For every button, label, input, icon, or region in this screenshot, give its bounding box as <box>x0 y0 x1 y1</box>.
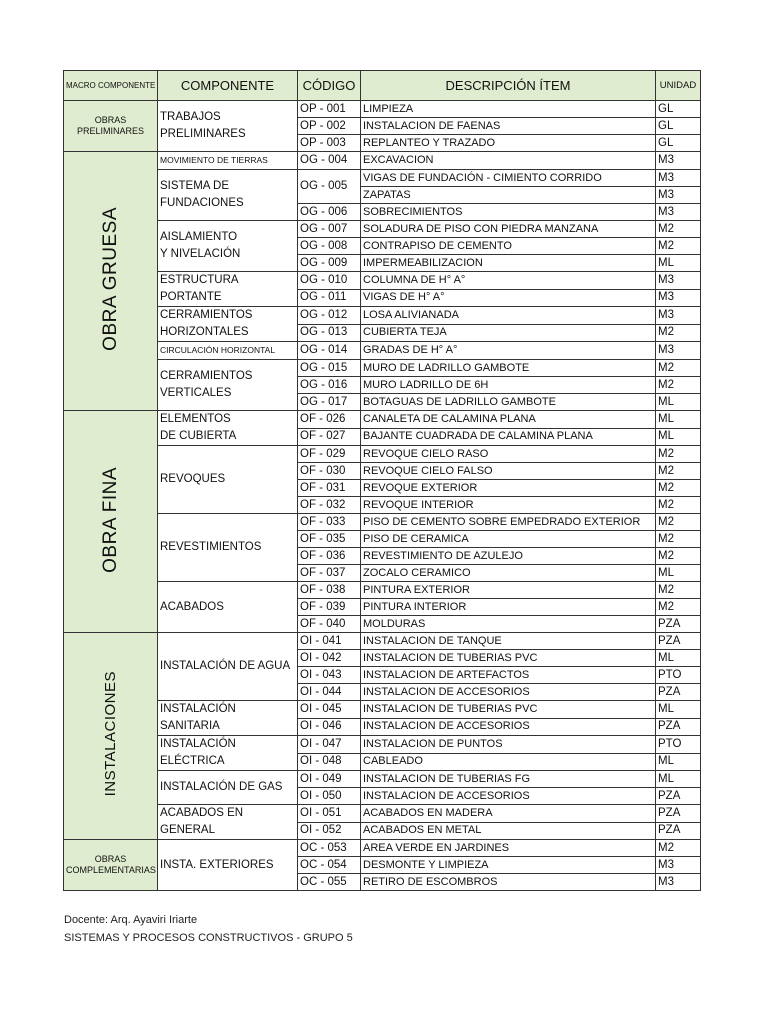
item-code: OG - 015 <box>298 360 361 377</box>
component-elementos-cubierta: ELEMENTOS DE CUBIERTA <box>158 411 298 446</box>
item-unit: ML <box>656 411 701 429</box>
item-unit: M2 <box>656 582 701 599</box>
component-cerramientos-horizontales: CERRAMIENTOS HORIZONTALES <box>158 307 298 342</box>
table-row <box>64 411 701 429</box>
item-unit: M2 <box>656 360 701 377</box>
item-code: OF - 031 <box>298 480 361 497</box>
item-unit: M2 <box>656 548 701 565</box>
table-row <box>64 633 701 650</box>
item-code: OG - 004 <box>298 152 361 170</box>
item-description: LOSA ALIVIANADA <box>361 307 656 325</box>
item-description: CONTRAPISO DE CEMENTO <box>361 238 656 255</box>
table-row <box>64 582 701 599</box>
item-unit: GL <box>656 101 701 118</box>
item-code: OI - 049 <box>298 771 361 788</box>
macro-obra-fina-label: OBRA FINA <box>100 466 121 573</box>
item-description: ZAPATAS <box>361 187 656 204</box>
item-code: OG - 010 <box>298 272 361 290</box>
table-row <box>64 101 701 118</box>
item-code: OF - 039 <box>298 599 361 616</box>
item-unit: M3 <box>656 289 701 307</box>
item-code: OP - 002 <box>298 118 361 135</box>
item-code: OI - 041 <box>298 633 361 650</box>
component-movimiento-tierras: MOVIMIENTO DE TIERRAS <box>158 152 298 170</box>
table-row <box>64 771 701 788</box>
item-description: INSTALACION DE FAENAS <box>361 118 656 135</box>
component-estructura-portante: ESTRUCTURA PORTANTE <box>158 272 298 307</box>
item-description: ACABADOS EN METAL <box>361 822 656 840</box>
item-code: OG - 012 <box>298 307 361 325</box>
item-unit: M3 <box>656 857 701 874</box>
header-macro: MACRO COMPONENTE <box>64 71 158 101</box>
item-unit: ML <box>656 394 701 411</box>
item-unit: M3 <box>656 204 701 221</box>
component-acabados-general: ACABADOS EN GENERAL <box>158 805 298 840</box>
item-code: OF - 027 <box>298 428 361 446</box>
item-description: MURO LADRILLO DE 6H <box>361 377 656 394</box>
item-description: CABLEADO <box>361 753 656 771</box>
item-description: INSTALACION DE ACCESORIOS <box>361 718 656 736</box>
table-row <box>64 701 701 719</box>
component-acabados: ACABADOS <box>158 582 298 633</box>
item-code: OG - 013 <box>298 324 361 342</box>
item-description: CUBIERTA TEJA <box>361 324 656 342</box>
table-row <box>64 170 701 187</box>
macro-instalaciones-label: INSTALACIONES <box>102 671 119 797</box>
item-description: INSTALACION DE TUBERIAS PVC <box>361 701 656 719</box>
item-unit: M2 <box>656 531 701 548</box>
component-aislamiento: AISLAMIENTO Y NIVELACIÓN <box>158 221 298 272</box>
item-description: PISO DE CERAMICA <box>361 531 656 548</box>
item-code: OG - 005 <box>298 170 361 204</box>
item-unit: M3 <box>656 152 701 170</box>
item-description: MURO DE LADRILLO GAMBOTE <box>361 360 656 377</box>
table-row <box>64 840 701 857</box>
item-unit: ML <box>656 701 701 719</box>
item-code: OI - 046 <box>298 718 361 736</box>
item-description: REVOQUE CIELO FALSO <box>361 463 656 480</box>
table-row <box>64 446 701 463</box>
item-code: OI - 044 <box>298 684 361 701</box>
item-code: OP - 003 <box>298 135 361 152</box>
item-code: OC - 054 <box>298 857 361 874</box>
component-insta-exteriores: INSTA. EXTERIORES <box>158 840 298 891</box>
item-description: IMPERMEABILIZACION <box>361 255 656 272</box>
item-code: OF - 030 <box>298 463 361 480</box>
item-description: REVOQUE CIELO RASO <box>361 446 656 463</box>
macro-obra-gruesa-label: OBRA GRUESA <box>100 207 121 351</box>
item-description: INSTALACION DE TUBERIAS PVC <box>361 650 656 667</box>
item-code: OG - 016 <box>298 377 361 394</box>
item-code: OI - 052 <box>298 822 361 840</box>
item-code: OI - 042 <box>298 650 361 667</box>
item-description: REVOQUE INTERIOR <box>361 497 656 514</box>
component-circulacion-horizontal: CIRCULACIÓN HORIZONTAL <box>158 342 298 360</box>
item-description: PINTURA EXTERIOR <box>361 582 656 599</box>
item-code: OF - 029 <box>298 446 361 463</box>
header-codigo: CÓDIGO <box>298 71 361 101</box>
item-code: OF - 032 <box>298 497 361 514</box>
item-unit: ML <box>656 771 701 788</box>
item-unit: M3 <box>656 307 701 325</box>
component-instalacion-sanitaria: INSTALACIÓN SANITARIA <box>158 701 298 736</box>
item-description: MOLDURAS <box>361 616 656 633</box>
item-code: OF - 035 <box>298 531 361 548</box>
item-code: OG - 017 <box>298 394 361 411</box>
item-unit: M2 <box>656 840 701 857</box>
item-unit: M2 <box>656 514 701 531</box>
item-unit: M2 <box>656 324 701 342</box>
item-unit: ML <box>656 428 701 446</box>
item-code: OG - 008 <box>298 238 361 255</box>
item-description: BOTAGUAS DE LADRILLO GAMBOTE <box>361 394 656 411</box>
item-description: INSTALACION DE ACCESORIOS <box>361 788 656 805</box>
item-code: OG - 009 <box>298 255 361 272</box>
table-row <box>64 272 701 290</box>
table-row <box>64 360 701 377</box>
header-descripcion: DESCRIPCIÓN ÍTEM <box>361 71 656 101</box>
item-code: OC - 053 <box>298 840 361 857</box>
item-description: REPLANTEO Y TRAZADO <box>361 135 656 152</box>
item-description: REVESTIMIENTO DE AZULEJO <box>361 548 656 565</box>
item-description: EXCAVACION <box>361 152 656 170</box>
header-componente: COMPONENTE <box>158 71 298 101</box>
item-description: COLUMNA DE H° A° <box>361 272 656 290</box>
header-unidad: UNIDAD <box>656 71 701 101</box>
header-row <box>64 71 701 101</box>
component-sistema-fundaciones: SISTEMA DE FUNDACIONES <box>158 170 298 221</box>
item-unit: PTO <box>656 667 701 684</box>
item-unit: PZA <box>656 805 701 823</box>
item-code: OI - 047 <box>298 736 361 754</box>
macro-obras-complementarias: OBRAS COMPLEMENTARIAS <box>64 840 158 891</box>
item-unit: ML <box>656 255 701 272</box>
item-description: INSTALACION DE ACCESORIOS <box>361 684 656 701</box>
item-unit: PZA <box>656 822 701 840</box>
item-unit: PZA <box>656 788 701 805</box>
item-unit: ML <box>656 650 701 667</box>
item-description: VIGAS DE H° A° <box>361 289 656 307</box>
item-code: OG - 006 <box>298 204 361 221</box>
macro-instalaciones <box>64 633 158 840</box>
item-description: REVOQUE EXTERIOR <box>361 480 656 497</box>
item-code: OI - 045 <box>298 701 361 719</box>
item-code: OP - 001 <box>298 101 361 118</box>
item-description: SOBRECIMIENTOS <box>361 204 656 221</box>
item-unit: ML <box>656 565 701 582</box>
item-code: OF - 038 <box>298 582 361 599</box>
item-description: LIMPIEZA <box>361 101 656 118</box>
item-unit: GL <box>656 135 701 152</box>
item-description: SOLADURA DE PISO CON PIEDRA MANZANA <box>361 221 656 238</box>
table-row <box>64 221 701 238</box>
item-unit: PZA <box>656 684 701 701</box>
item-unit: PZA <box>656 616 701 633</box>
item-unit: M3 <box>656 874 701 891</box>
item-unit: PZA <box>656 718 701 736</box>
item-unit: M2 <box>656 446 701 463</box>
item-code: OG - 011 <box>298 289 361 307</box>
item-code: OG - 014 <box>298 342 361 360</box>
item-description: ZOCALO CERAMICO <box>361 565 656 582</box>
item-description: CANALETA DE CALAMINA PLANA <box>361 411 656 429</box>
item-description: ACABADOS EN MADERA <box>361 805 656 823</box>
item-code: OI - 048 <box>298 753 361 771</box>
item-code: OF - 040 <box>298 616 361 633</box>
item-unit: PTO <box>656 736 701 754</box>
item-description: INSTALACION DE ARTEFACTOS <box>361 667 656 684</box>
item-code: OF - 033 <box>298 514 361 531</box>
item-description: RETIRO DE ESCOMBROS <box>361 874 656 891</box>
item-description: GRADAS DE H° A° <box>361 342 656 360</box>
item-description: PISO DE CEMENTO SOBRE EMPEDRADO EXTERIOR <box>361 514 656 531</box>
component-trabajos-preliminares: TRABAJOS PRELIMINARES <box>158 101 298 152</box>
item-code: OC - 055 <box>298 874 361 891</box>
item-code: OF - 036 <box>298 548 361 565</box>
table-row <box>64 514 701 531</box>
macro-obra-fina <box>64 411 158 633</box>
table-row <box>64 342 701 360</box>
component-revoques: REVOQUES <box>158 446 298 514</box>
item-description: VIGAS DE FUNDACIÓN - CIMIENTO CORRIDO <box>361 170 656 187</box>
item-unit: PZA <box>656 633 701 650</box>
table-row <box>64 307 701 325</box>
component-revestimientos: REVESTIMIENTOS <box>158 514 298 582</box>
item-code: OI - 051 <box>298 805 361 823</box>
items-table <box>63 70 701 891</box>
item-unit: M2 <box>656 238 701 255</box>
table-row <box>64 805 701 823</box>
component-instalacion-electrica: INSTALACIÓN ELÉCTRICA <box>158 736 298 771</box>
footer-materia: SISTEMAS Y PROCESOS CONSTRUCTIVOS - GRUPO 5 <box>64 932 353 944</box>
table-row <box>64 152 701 170</box>
item-unit: M2 <box>656 599 701 616</box>
item-unit: M3 <box>656 170 701 187</box>
item-description: BAJANTE CUADRADA DE CALAMINA PLANA <box>361 428 656 446</box>
item-code: OG - 007 <box>298 221 361 238</box>
item-description: DESMONTE Y LIMPIEZA <box>361 857 656 874</box>
item-unit: GL <box>656 118 701 135</box>
item-unit: M3 <box>656 342 701 360</box>
item-unit: M3 <box>656 187 701 204</box>
table-row <box>64 736 701 754</box>
item-unit: M2 <box>656 480 701 497</box>
item-description: INSTALACION DE TANQUE <box>361 633 656 650</box>
component-instalacion-gas: INSTALACIÓN DE GAS <box>158 771 298 805</box>
component-cerramientos-verticales: CERRAMIENTOS VERTICALES <box>158 360 298 411</box>
item-unit: ML <box>656 753 701 771</box>
footer-docente: Docente: Arq. Ayaviri Iriarte <box>64 914 198 926</box>
item-description: INSTALACION DE PUNTOS <box>361 736 656 754</box>
item-code: OF - 026 <box>298 411 361 429</box>
item-description: PINTURA INTERIOR <box>361 599 656 616</box>
item-unit: M2 <box>656 497 701 514</box>
item-description: INSTALACION DE TUBERIAS FG <box>361 771 656 788</box>
item-code: OF - 037 <box>298 565 361 582</box>
item-unit: M2 <box>656 463 701 480</box>
item-description: AREA VERDE EN JARDINES <box>361 840 656 857</box>
item-unit: M2 <box>656 221 701 238</box>
item-code: OI - 043 <box>298 667 361 684</box>
item-code: OI - 050 <box>298 788 361 805</box>
macro-obra-gruesa <box>64 152 158 411</box>
item-unit: M2 <box>656 377 701 394</box>
item-unit: M3 <box>656 272 701 290</box>
macro-obras-preliminares: OBRAS PRELIMINARES <box>64 101 158 152</box>
component-instalacion-agua: INSTALACIÓN DE AGUA <box>158 633 298 701</box>
